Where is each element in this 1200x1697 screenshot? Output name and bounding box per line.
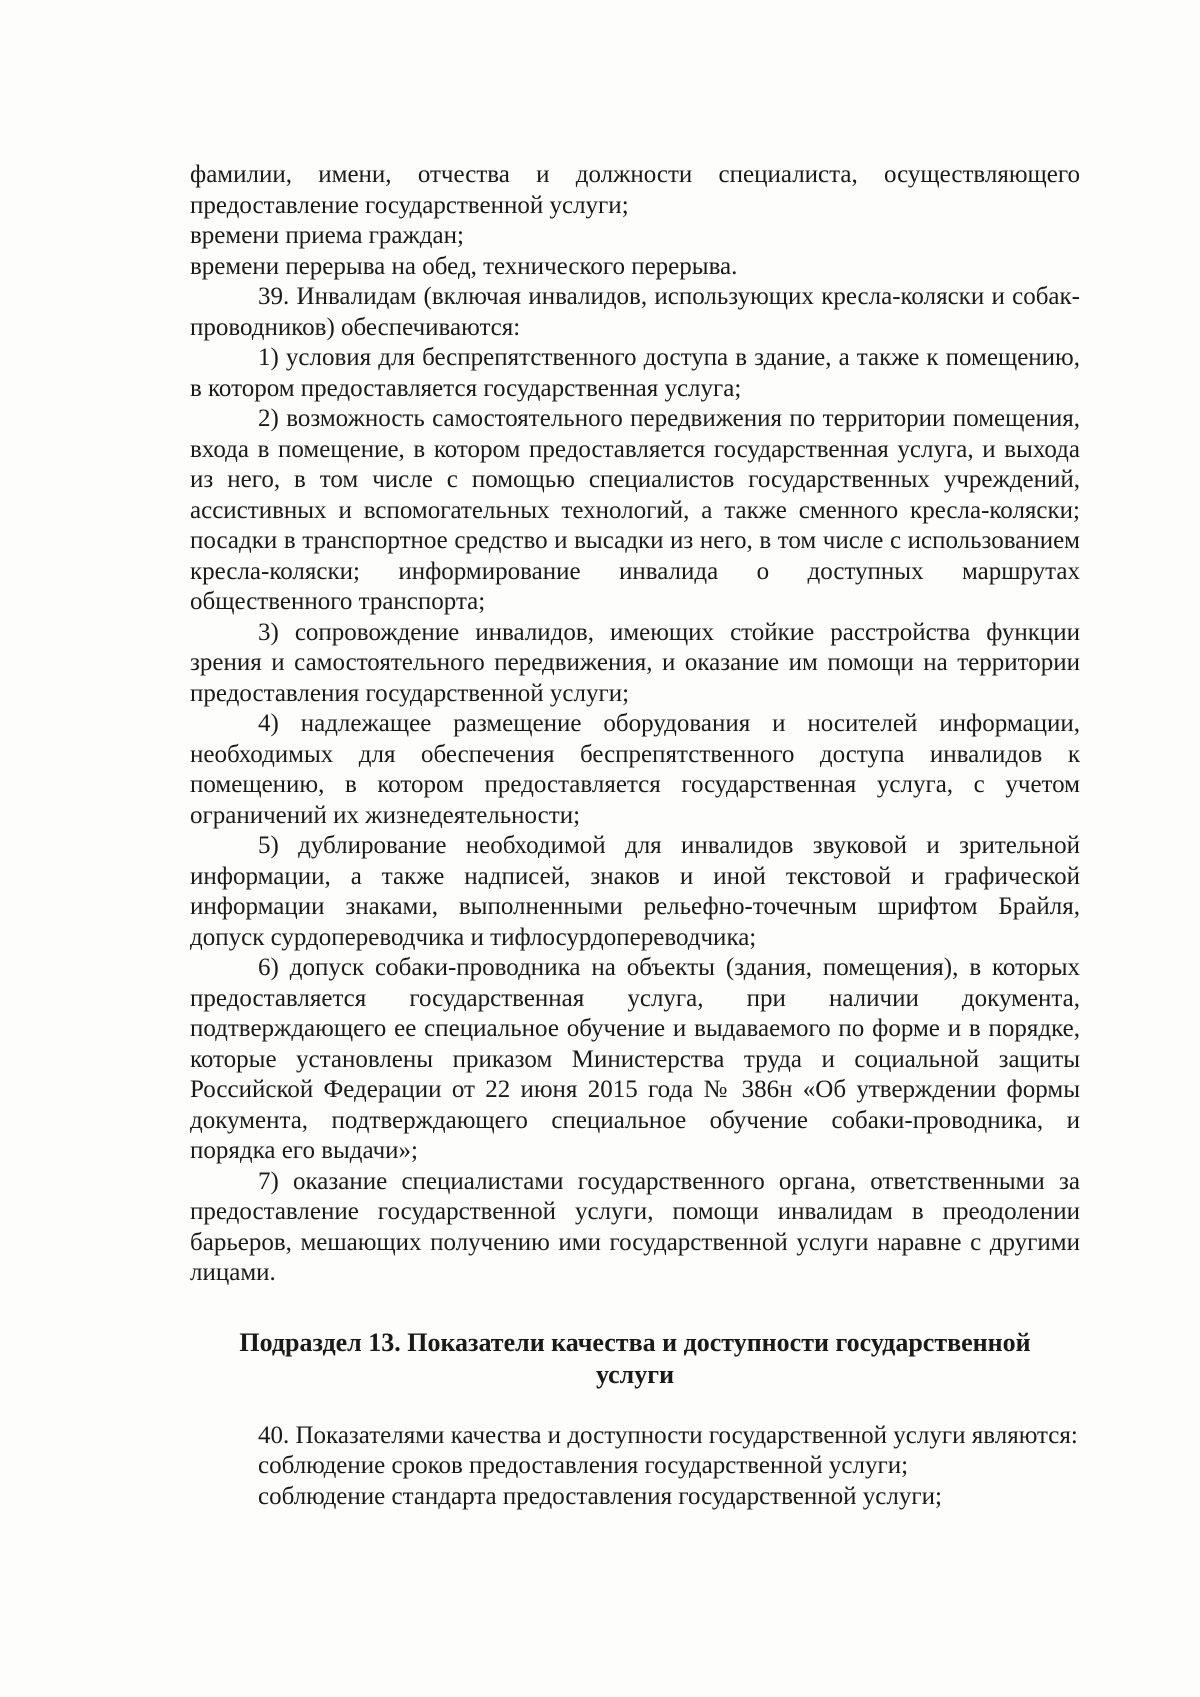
paragraph-39-item-5: 5) дублирование необходимой для инвалидов звуковой и зрительной информации, а также надписей, знаков и иной текстовой и графической информации знаками, выполненными рельефно-точечным шрифтом Брайля, допуск сурдопереводчика и тифлосурдопереводчика; (190, 832, 1080, 951)
paragraph-reception-time: времени приема граждан; (190, 222, 464, 249)
paragraph-39: 39. Инвалидам (включая инвалидов, использующих кресла-коляски и собак-проводников) обеспечиваются: (190, 283, 1080, 341)
paragraph-39-item-1: 1) условия для беспрепятственного доступа в здание, а также к помещению, в котором предоставляется государственная услуга; (190, 344, 1080, 402)
subsection-13-heading: Подраздел 13. Показатели качества и доступности государственной услуги (239, 1327, 1031, 1389)
paragraph-39-item-7: 7) оказание специалистами государственного органа, ответственными за предоставление государственной услуги, помощи инвалидам в преодолении барьеров, мешающих получению ими государственной услуги наравне с другими лицами. (190, 1167, 1080, 1286)
paragraph-39-item-2: 2) возможность самостоятельного передвижения по территории помещения, входа в помещение, в котором предоставляется государственная услуга, и выхода из него, в том числе с помощью специалистов государственных учреждений, ассистивных и вспомогательных технологий, а также сменного кресла-коляски; посадки в транспортное средство и высадки из него, в том числе с использованием кресла-коляски; информирование инвалида о доступных маршрутах общественного транспорта; (190, 405, 1080, 615)
paragraph-break-time: времени перерыва на обед, технического перерыва. (190, 252, 738, 280)
paragraph-40-item-standard: соблюдение стандарта предоставления государственной услуги; (258, 1482, 942, 1510)
paragraph-name-position: фамилии, имени, отчества и должности специалиста, осуществляющего предоставление государственной услуги; (190, 161, 1080, 219)
paragraph-39-item-6: 6) допуск собаки-проводника на объекты (здания, помещения), в которых предоставляется государственная услуга, при наличии документа, подтверждающего ее специальное обучение и выдаваемого по форме и в порядке, которые установлены приказом Министерства труда и социальной защиты Российской Федерации от 22 июня 2015 года № 386н «Об утверждении формы документа, подтверждающего специальное обучение собаки-проводника, и порядка его выдачи»; (190, 954, 1080, 1164)
paragraph-40: 40. Показателями качества и доступности государственной услуги являются: (258, 1421, 1078, 1449)
paragraph-39-item-3: 3) сопровождение инвалидов, имеющих стойкие расстройства функции зрения и самостоятельного передвижения, и оказание им помощи на территории предоставления государственной услуги; (190, 618, 1080, 707)
paragraph-40-item-deadlines: соблюдение сроков предоставления государственной услуги; (258, 1452, 909, 1479)
document-body (190, 160, 1080, 1512)
paragraph-39-item-4: 4) надлежащее размещение оборудования и носителей информации, необходимых для обеспечения беспрепятственного доступа инвалидов к помещению, в котором предоставляется государственная услуга, с учетом ограничений их жизнедеятельности; (190, 710, 1080, 829)
